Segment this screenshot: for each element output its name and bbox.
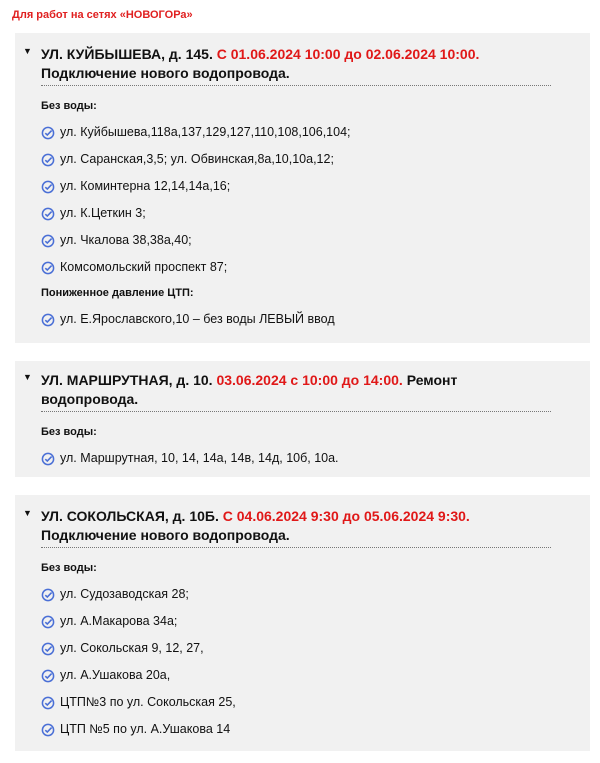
card-title-period: 03.06.2024 с 10:00 до 14:00. <box>216 372 403 388</box>
section-label-no-water: Без воды: <box>41 100 97 112</box>
card-title-work-start: Ремонт <box>406 372 458 388</box>
check-circle-icon <box>41 313 55 327</box>
list-item: ул. Маршрутная, 10, 14, 14а, 14в, 14д, 10б, 10а. <box>41 445 578 472</box>
section-label-no-water: Без воды: <box>41 426 97 438</box>
check-circle-icon <box>41 588 55 602</box>
collapse-caret-icon[interactable]: ▼ <box>23 508 32 518</box>
card-title-period: С 01.06.2024 10:00 до 02.06.2024 10:00. <box>216 46 480 62</box>
check-circle-icon <box>41 180 55 194</box>
collapse-caret-icon[interactable]: ▼ <box>23 46 32 56</box>
card-title-work: Подключение нового водопровода. <box>41 527 290 543</box>
check-circle-icon <box>41 642 55 656</box>
card-header[interactable] <box>23 371 551 412</box>
list-item: ул. К.Цеткин 3; <box>41 200 578 227</box>
list-item: ул. Коминтерна 12,14,14а,16; <box>41 173 578 200</box>
check-circle-icon <box>41 126 55 140</box>
networks-link[interactable]: Для работ на сетях «НОВОГОРа» <box>12 9 193 21</box>
card-header[interactable] <box>23 507 551 548</box>
card-title-work: водопровода. <box>41 391 139 407</box>
list-item: ЦТП №5 по ул. А.Ушакова 14 <box>41 716 578 743</box>
card-header[interactable] <box>23 45 551 86</box>
check-circle-icon <box>41 153 55 167</box>
card-title-work: Подключение нового водопровода. <box>41 65 290 81</box>
card-title-address: УЛ. КУЙБЫШЕВА, д. 145. <box>41 46 213 62</box>
card-title-period: С 04.06.2024 9:30 до 05.06.2024 9:30. <box>222 508 470 524</box>
list-item: ул. А.Макарова 34а; <box>41 608 578 635</box>
check-circle-icon <box>41 207 55 221</box>
outage-card-marshrutnaya <box>15 361 590 477</box>
list-item: ул. Чкалова 38,38а,40; <box>41 227 578 254</box>
check-circle-icon <box>41 696 55 710</box>
list-item: ул. А.Ушакова 20а, <box>41 662 578 689</box>
list-item: Комсомольский проспект 87; <box>41 254 578 281</box>
check-circle-icon <box>41 669 55 683</box>
outage-card-sokolskaya <box>15 495 590 751</box>
check-circle-icon <box>41 234 55 248</box>
check-circle-icon <box>41 261 55 275</box>
section-label-no-water: Без воды: <box>41 562 97 574</box>
card-title-address: УЛ. СОКОЛЬСКАЯ, д. 10Б. <box>41 508 219 524</box>
list-item: ЦТП№3 по ул. Сокольская 25, <box>41 689 578 716</box>
check-circle-icon <box>41 615 55 629</box>
collapse-caret-icon[interactable]: ▼ <box>23 372 32 382</box>
list-item: ул. Куйбышева,118а,137,129,127,110,108,106,104; <box>41 119 578 146</box>
section-label-low-pressure: Пониженное давление ЦТП: <box>41 287 194 299</box>
list-item: ул. Е.Ярославского,10 – без воды ЛЕВЫЙ ввод <box>41 306 578 333</box>
outage-card-kuibysheva <box>15 33 590 343</box>
list-item: ул. Сокольская 9, 12, 27, <box>41 635 578 662</box>
list-item: ул. Саранская,3,5; ул. Обвинская,8а,10,10а,12; <box>41 146 578 173</box>
list-item: ул. Судозаводская 28; <box>41 581 578 608</box>
check-circle-icon <box>41 452 55 466</box>
card-title-address: УЛ. МАРШРУТНАЯ, д. 10. <box>41 372 213 388</box>
check-circle-icon <box>41 723 55 737</box>
